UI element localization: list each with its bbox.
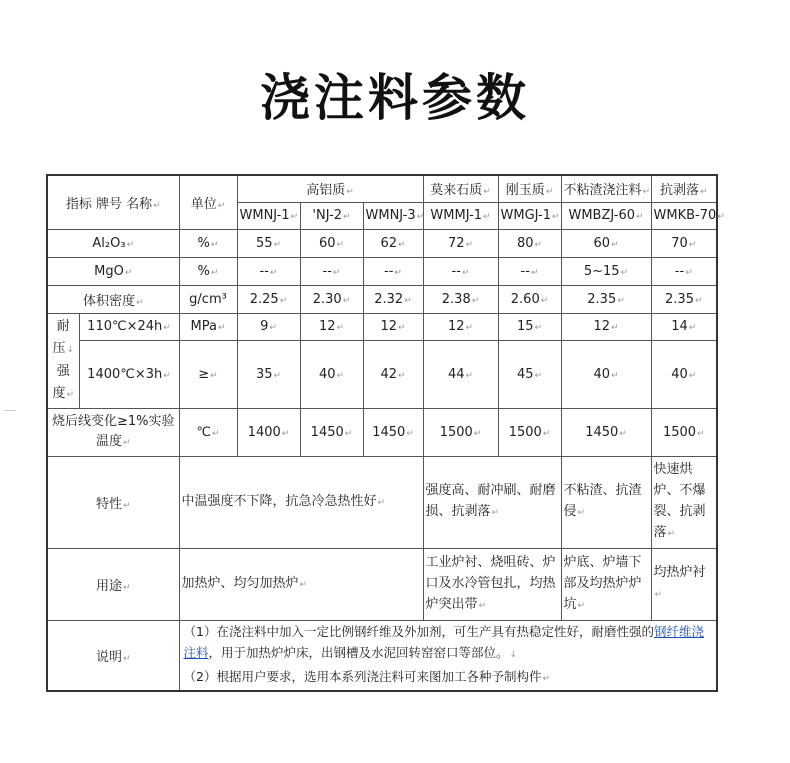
- value-cell: 1500↵: [498, 408, 561, 456]
- table-row: [47, 620, 717, 691]
- properties-high-alumina: 中温强度不下降，抗急冷急热性好↵: [179, 456, 423, 548]
- decorative-dash: [4, 410, 16, 411]
- usage-label: 用途↵: [47, 548, 179, 620]
- properties-label: 特性↵: [47, 456, 179, 548]
- value-cell: 9↵: [237, 313, 300, 340]
- table-row: [47, 257, 717, 285]
- value-cell: 1400↵: [237, 408, 300, 456]
- value-cell: 35↵: [237, 340, 300, 408]
- value-cell: 70↵: [651, 229, 717, 257]
- header-index-label: 指标 牌号 名称: [65, 196, 153, 212]
- value-cell: 40↵: [561, 340, 651, 408]
- row-unit: ≥↵: [179, 340, 237, 408]
- value-cell: --↵: [300, 257, 363, 285]
- group-non-stick: 不粘渣浇注料↵: [561, 175, 651, 202]
- value-cell: --↵: [651, 257, 717, 285]
- change-label: 烧后线变化≥1%实验 温度↵: [47, 408, 179, 456]
- usage-non-stick: 炉底、炉墙下部及均热炉炉坑↵: [561, 548, 651, 620]
- table-row: [47, 408, 717, 456]
- note-2: （2）根据用户要求，选用本系列浇注料可来图加工各种予制构件↵: [183, 668, 551, 684]
- value-cell: 2.60↵: [498, 285, 561, 313]
- value-cell: 40↵: [300, 340, 363, 408]
- value-cell: 2.32↵: [363, 285, 423, 313]
- value-cell: 1500↵: [423, 408, 498, 456]
- notes-label: 说明↵: [47, 620, 179, 691]
- value-cell: --↵: [363, 257, 423, 285]
- value-cell: 1450↵: [561, 408, 651, 456]
- value-cell: 60↵: [561, 229, 651, 257]
- row-label: Al₂O₃↵: [47, 229, 179, 257]
- value-cell: 1450↵: [363, 408, 423, 456]
- grade-wmgj-1: WMGJ-1↵: [498, 202, 561, 229]
- strength-condition: 1400℃×3h↵: [79, 340, 179, 408]
- usage-high-alumina: 加热炉、均匀加热炉↵: [179, 548, 423, 620]
- properties-non-stick: 不粘渣、抗渣侵↵: [561, 456, 651, 548]
- value-cell: 2.30↵: [300, 285, 363, 313]
- value-cell: 1500↵: [651, 408, 717, 456]
- value-cell: 12↵: [561, 313, 651, 340]
- value-cell: 12↵: [300, 313, 363, 340]
- strength-condition: 110℃×24h↵: [79, 313, 179, 340]
- header-unit-label: 单位: [190, 196, 217, 212]
- grade-wmmj-1: WMMJ-1↵: [423, 202, 498, 229]
- row-unit: %↵: [179, 257, 237, 285]
- group-mullite: 莫来石质↵: [423, 175, 498, 202]
- value-cell: 2.35↵: [651, 285, 717, 313]
- value-cell: 5~15↵: [561, 257, 651, 285]
- value-cell: 42↵: [363, 340, 423, 408]
- value-cell: 80↵: [498, 229, 561, 257]
- value-cell: 2.25↵: [237, 285, 300, 313]
- group-anti-spall: 抗剥落↵: [651, 175, 717, 202]
- row-label: MgO↵: [47, 257, 179, 285]
- grade-wmnj-1: WMNJ-1↵: [237, 202, 300, 229]
- header-unit-cell: 单位↵: [179, 175, 237, 229]
- header-index-cell: 指标 牌号 名称↵: [47, 175, 179, 229]
- value-cell: 44↵: [423, 340, 498, 408]
- strength-group-label: 耐 压↓ 强 度↵: [47, 313, 79, 408]
- row-label: 体积密度↵: [47, 285, 179, 313]
- value-cell: 72↵: [423, 229, 498, 257]
- notes-content: [179, 620, 717, 691]
- steel-fiber-castable-link[interactable]: 钢纤维浇注料: [183, 623, 704, 660]
- value-cell: 1450↵: [300, 408, 363, 456]
- value-cell: 12↵: [363, 313, 423, 340]
- value-cell: 12↵: [423, 313, 498, 340]
- row-unit: MPa↵: [179, 313, 237, 340]
- value-cell: 14↵: [651, 313, 717, 340]
- table-row: [47, 548, 717, 620]
- page-title: 浇注料参数: [260, 69, 530, 127]
- row-unit: g/cm³: [179, 285, 237, 313]
- table-row: [47, 456, 717, 548]
- value-cell: 45↵: [498, 340, 561, 408]
- grade-wmnj-2: 'NJ-2↵: [300, 202, 363, 229]
- group-corundum: 刚玉质↵: [498, 175, 561, 202]
- value-cell: 2.38↵: [423, 285, 498, 313]
- value-cell: 40↵: [651, 340, 717, 408]
- row-unit: ℃↵: [179, 408, 237, 456]
- usage-mullite-corundum: 工业炉衬、烧咀砖、炉口及水冷管包扎，均热炉突出带↵: [423, 548, 561, 620]
- value-cell: --↵: [498, 257, 561, 285]
- table-row: [47, 340, 717, 408]
- table-row: [47, 285, 717, 313]
- value-cell: 15↵: [498, 313, 561, 340]
- grade-wmbzj-60: WMBZJ-60↵: [561, 202, 651, 229]
- value-cell: 2.35↵: [561, 285, 651, 313]
- note-1: （1）在浇注料中加入一定比例钢纤维及外加剂，可生产具有热稳定性好，耐磨性强的钢纤维浇注料，用于加热炉炉床，出钢槽及水泥回转窑窑口等部位。↓: [183, 623, 704, 660]
- table-row: [47, 313, 717, 340]
- properties-anti-spall: 快速烘炉、不爆裂、抗剥落↵: [651, 456, 717, 548]
- table-row: [47, 229, 717, 257]
- value-cell: 62↵: [363, 229, 423, 257]
- value-cell: 60↵: [300, 229, 363, 257]
- value-cell: 55↵: [237, 229, 300, 257]
- usage-anti-spall: 均热炉衬↵: [651, 548, 717, 620]
- group-high-alumina: 高铝质↵: [237, 175, 423, 202]
- value-cell: --↵: [423, 257, 498, 285]
- row-unit: %↵: [179, 229, 237, 257]
- value-cell: --↵: [237, 257, 300, 285]
- grade-wmkb-70: WMKB-70↵: [651, 202, 717, 229]
- properties-mullite-corundum: 强度高、耐冲刷、耐磨损、抗剥落↵: [423, 456, 561, 548]
- grade-wmnj-3: WMNJ-3↵: [363, 202, 423, 229]
- spec-table: [46, 174, 725, 692]
